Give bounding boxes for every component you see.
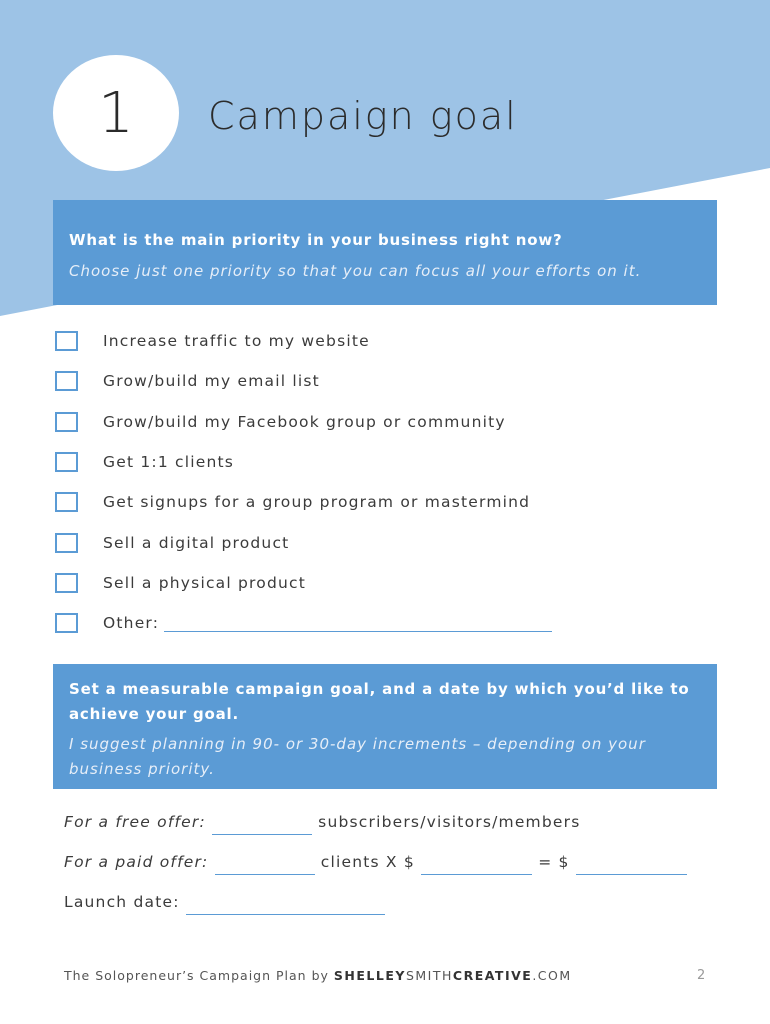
paid-clients-input-line[interactable]: [215, 858, 315, 875]
checkbox[interactable]: [55, 573, 78, 593]
launch-date-label: Launch date:: [64, 893, 180, 911]
page-number: 2: [697, 968, 706, 983]
brand-creative: CREATIVE: [452, 968, 533, 983]
footer: [64, 968, 572, 983]
goal-question-box: [53, 664, 717, 789]
priority-question-box: [53, 200, 717, 305]
step-number-circle: [53, 55, 179, 171]
option-group-program: [55, 482, 615, 522]
free-offer-suffix: subscribers/visitors/members: [318, 813, 581, 831]
option-email-list: [55, 361, 615, 401]
goal-fill-in: [64, 809, 724, 929]
paid-offer-clients: clients X $: [320, 853, 415, 871]
checkbox[interactable]: [55, 613, 78, 633]
option-clients: [55, 442, 615, 482]
option-label: Sell a digital product: [103, 533, 290, 552]
paid-offer-row: [64, 849, 724, 889]
priority-question: What is the main priority in your business right now?: [69, 231, 563, 249]
checkbox[interactable]: [55, 412, 78, 432]
price-input-line[interactable]: [421, 858, 532, 875]
launch-date-input-line[interactable]: [186, 898, 385, 915]
launch-date-row: [64, 889, 724, 929]
priority-options-list: [55, 321, 615, 643]
free-offer-input-line[interactable]: [212, 818, 312, 835]
option-label: Sell a physical product: [103, 573, 307, 592]
checkbox[interactable]: [55, 452, 78, 472]
option-increase-traffic: [55, 321, 615, 361]
brand-shelley: SHELLEY: [333, 968, 406, 983]
checkbox[interactable]: [55, 492, 78, 512]
free-offer-row: [64, 809, 724, 849]
option-other: [55, 603, 615, 643]
option-label: Grow/build my email list: [103, 372, 320, 391]
brand-com: .COM: [532, 968, 572, 983]
option-label: Grow/build my Facebook group or community: [103, 412, 506, 431]
checkbox[interactable]: [55, 533, 78, 553]
checkbox[interactable]: [55, 331, 78, 351]
other-input-line[interactable]: [164, 615, 552, 632]
option-physical-product: [55, 563, 615, 603]
option-facebook-group: [55, 402, 615, 442]
option-label: Get signups for a group program or mastermind: [103, 493, 531, 512]
goal-question: Set a measurable campaign goal, and a date by which you’d like to achieve your goal.: [69, 680, 690, 723]
option-label: Get 1:1 clients: [103, 453, 235, 472]
total-input-line[interactable]: [576, 858, 687, 875]
priority-subtext: Choose just one priority so that you can focus all your efforts on it.: [69, 262, 642, 280]
checkbox[interactable]: [55, 371, 78, 391]
step-number: 1: [98, 80, 134, 146]
paid-offer-label: For a paid offer:: [64, 853, 209, 871]
paid-offer-equals: = $: [538, 853, 570, 871]
page-title: Campaign goal: [208, 94, 518, 138]
option-label: Increase traffic to my website: [103, 332, 370, 351]
option-digital-product: [55, 522, 615, 562]
goal-subtext: I suggest planning in 90- or 30-day increments – depending on your business priority.: [69, 735, 646, 778]
free-offer-label: For a free offer:: [64, 813, 206, 831]
option-label: Other:: [103, 614, 160, 633]
footer-text: The Solopreneur’s Campaign Plan by: [64, 968, 329, 983]
brand-smith: SMITH: [405, 968, 453, 983]
